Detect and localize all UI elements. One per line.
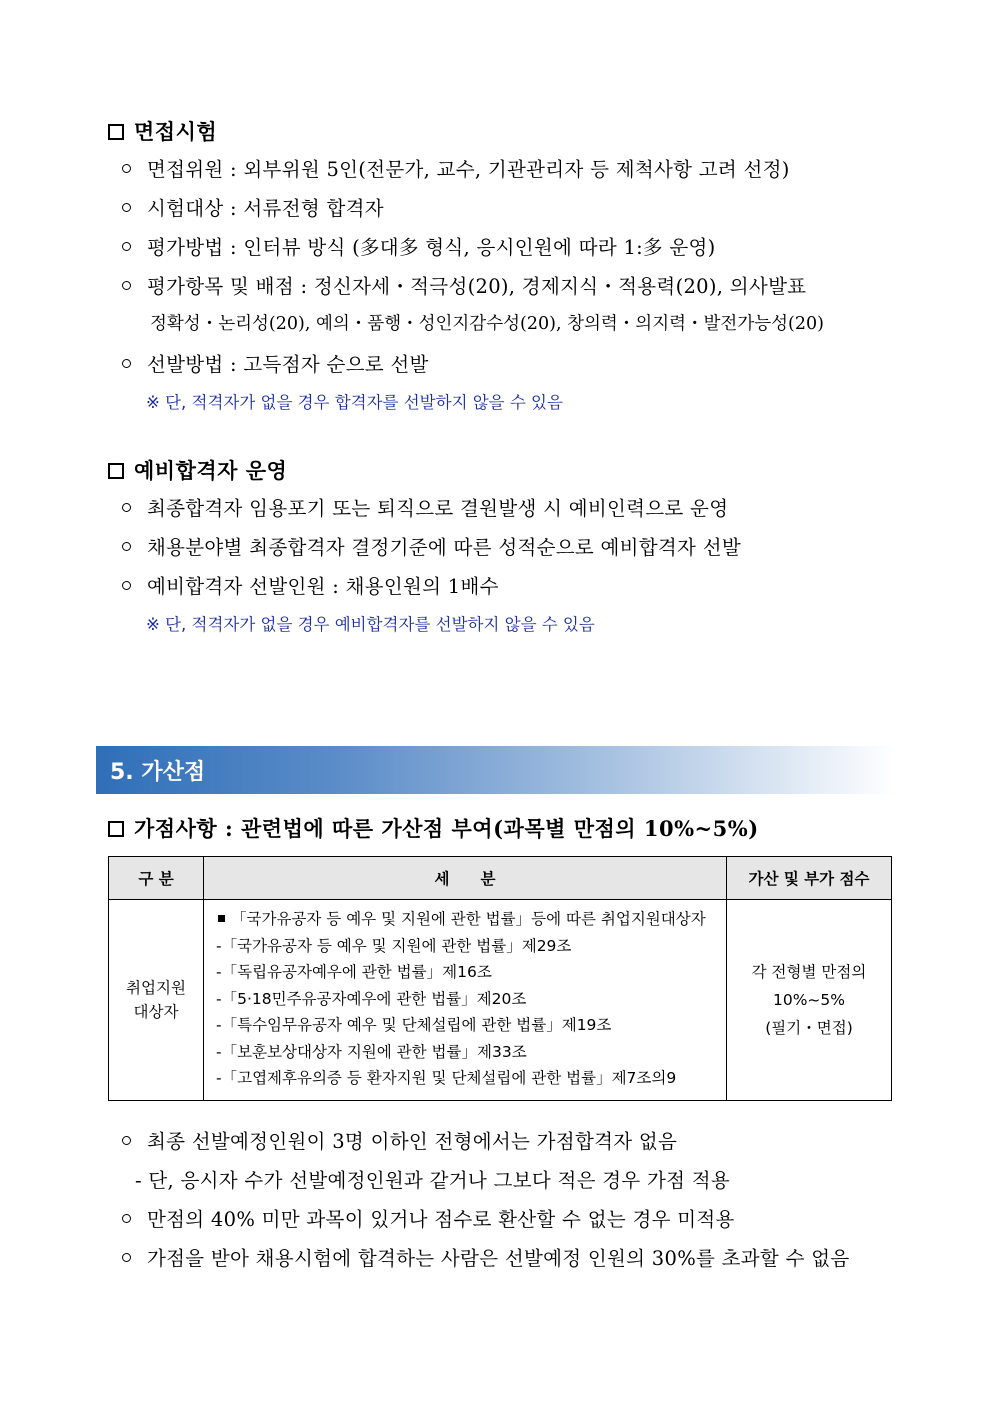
circle-bullet-icon [122, 242, 131, 251]
bonus-item-min-headcount: 최종 선발예정인원이 3명 이하인 전형에서는 가점합격자 없음 [122, 1126, 677, 1154]
cell-score: 각 전형별 만점의 10%~5% (필기・면접) [727, 900, 892, 1101]
header-details: 세 분 [204, 857, 727, 900]
header-score: 가산 및 부가 점수 [727, 857, 892, 900]
details-lead: 「국가유공자 등 예우 및 지원에 관한 법률」등에 따른 취업지원대상자 [216, 906, 726, 933]
reserve-item-operation: 최종합격자 임용포기 또는 퇴직으로 결원발생 시 예비인력으로 운영 [122, 493, 728, 521]
table-header-row [109, 857, 892, 900]
law-item: -「독립유공자예우에 관한 법률」제16조 [216, 963, 492, 981]
circle-bullet-icon [122, 503, 131, 512]
reserve-heading: 예비합격자 운영 [108, 455, 287, 485]
circle-bullet-icon [122, 581, 131, 590]
checkbox-square-icon [108, 821, 124, 837]
circle-bullet-icon [122, 359, 131, 368]
reserve-note: ※ 단, 적격자가 없을 경우 예비합격자를 선발하지 않을 수 있음 [146, 615, 595, 634]
law-item: -「특수임무유공자 예우 및 단체설립에 관한 법률」제19조 [216, 1016, 612, 1034]
checkbox-square-icon [108, 463, 124, 479]
bonus-heading: 가점사항 : 관련법에 따른 가산점 부여(과목별 만점의 10%~5%) [108, 813, 759, 843]
circle-bullet-icon [122, 281, 131, 290]
interview-item-committee: 면접위원 : 외부위원 5인(전문가, 교수, 기관관리자 등 제척사항 고려 선정) [122, 154, 790, 182]
interview-heading: 면접시험 [108, 116, 217, 146]
circle-bullet-icon [122, 203, 131, 212]
cell-category: 취업지원 대상자 [109, 900, 204, 1101]
reserve-item-count: 예비합격자 선발인원 : 채용인원의 1배수 [122, 571, 499, 599]
law-item: -「고엽제후유의증 등 환자지원 및 단체설립에 관한 법률」제7조의9 [216, 1069, 677, 1087]
circle-bullet-icon [122, 1253, 131, 1262]
circle-bullet-icon [122, 1136, 131, 1145]
circle-bullet-icon [122, 542, 131, 551]
interview-item-criteria: 평가항목 및 배점 : 정신자세・적극성(20), 경제지식・적용력(20), 의사발표 [122, 271, 806, 299]
section-5-banner [96, 746, 896, 794]
table-row [109, 900, 892, 1101]
interview-item-target: 시험대상 : 서류전형 합격자 [122, 193, 384, 221]
bonus-item-cap: 가점을 받아 채용시험에 합격하는 사람은 선발예정 인원의 30%를 초과할 수 없음 [122, 1243, 849, 1271]
checkbox-square-icon [108, 124, 124, 140]
header-category: 구 분 [109, 857, 204, 900]
bonus-item-exception: - 단, 응시자 수가 선발예정인원과 같거나 그보다 적은 경우 가점 적용 [135, 1169, 731, 1192]
section-5-title: 5. 가산점 [110, 760, 206, 785]
law-item: -「보훈보상대상자 지원에 관한 법률」제33조 [216, 1042, 527, 1061]
cell-details [204, 900, 727, 1101]
circle-bullet-icon [122, 1214, 131, 1223]
law-item: -「국가유공자 등 예우 및 지원에 관한 법률」제29조 [216, 936, 572, 955]
interview-item-criteria-cont: 정확성・논리성(20), 예의・품행・성인지감수성(20), 창의력・의지력・발전가능성(20) [150, 314, 824, 334]
bonus-table [108, 856, 892, 1101]
interview-item-selection: 선발방법 : 고득점자 순으로 선발 [122, 349, 429, 377]
bonus-item-not-applied: 만점의 40% 미만 과목이 있거나 점수로 환산할 수 없는 경우 미적용 [122, 1204, 735, 1232]
law-item: -「5·18민주유공자예우에 관한 법률」제20조 [216, 989, 527, 1008]
square-bullet-icon [218, 915, 225, 922]
circle-bullet-icon [122, 164, 131, 173]
reserve-item-selection: 채용분야별 최종합격자 결정기준에 따른 성적순으로 예비합격자 선발 [122, 532, 741, 560]
interview-item-method: 평가방법 : 인터뷰 방식 (多대多 형식, 응시인원에 따라 1:多 운영) [122, 232, 716, 260]
interview-note: ※ 단, 적격자가 없을 경우 합격자를 선발하지 않을 수 있음 [146, 393, 563, 412]
